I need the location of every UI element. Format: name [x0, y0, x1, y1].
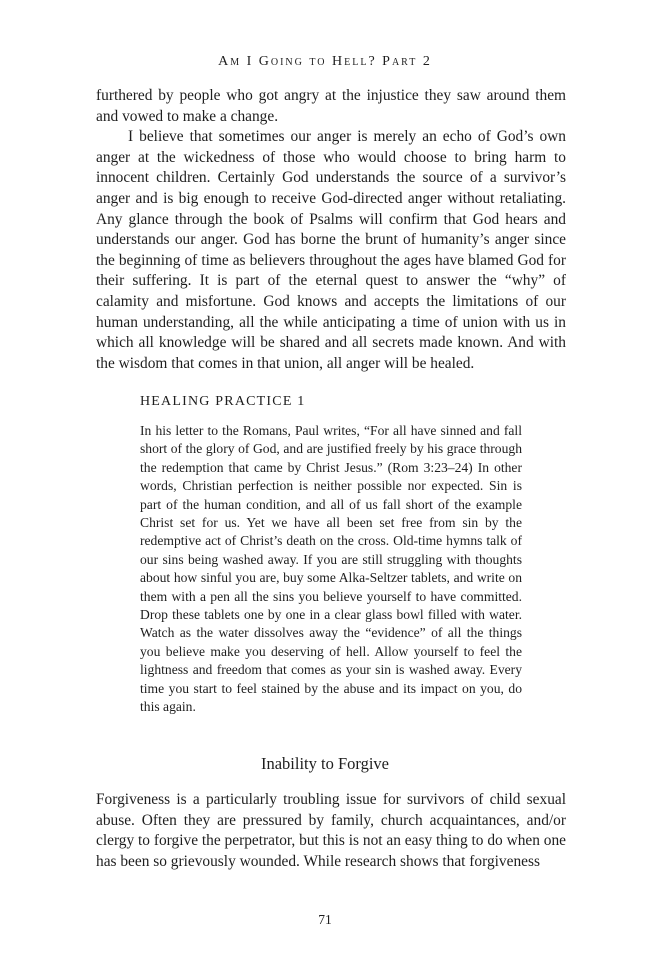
healing-practice-box [140, 394, 522, 717]
paragraph: furthered by people who got angry at the injustice they saw around them and vowed to make a change. [96, 87, 566, 125]
paragraph: I believe that sometimes our anger is merely an echo of God’s own anger at the wickedness of those who would choose to bring harm to innocent children. Certainly God understands the source of a survivor’s anger and is big enough to receive God-directed anger without retaliating. Any glance through the book of Psalms will confirm that God hears and understands our anger. God has borne the brunt of humanity’s anger since the beginning of time as believers throughout the ages have blamed God for their suffering. It is part of the eternal quest to answer the “why” of calamity and misfortune. God knows and accepts the limitations of our human understanding, all the while anticipating a time of union with us in which all knowledge will be shared and all secrets made known. And with the wisdom that comes in that union, all anger will be healed. [96, 128, 566, 372]
page-number: 71 [318, 912, 332, 927]
section-heading: Inability to Forgive [260, 754, 390, 773]
healing-practice-title: HEALING PRACTICE 1 [140, 394, 306, 409]
section-body [96, 790, 566, 872]
running-head: Am I Going to Hell? Part 2 [218, 54, 432, 69]
healing-practice-text: In his letter to the Romans, Paul writes, “For all have sinned and fall short of the glory of God, and are justified freely by his grace through the redemption that came by Christ Jesus.” (Rom 3:23–24) In other words, Christian perfection is neither possible nor expected. Sin is part of the human condition, and all of us fall short of the example Christ set for us. Yet we have all been set free from sin by the redemptive act of Christ’s death on the cross. Old-time hymns talk of our sins being washed away. If you are still struggling with thoughts about how sinful you are, buy some Alka-Seltzer tablets, and write on them with a pen all the sins you believe yourself to have committed. Drop these tablets one by one in a clear glass bowl filled with water. Watch as the water dissolves away the “evidence” of all the things you believe make you deserving of hell. Allow yourself to feel the lightness and freedom that comes as your sin is washed away. Every time you start to feel stained by the abuse and its impact on you, do this again. [140, 423, 522, 715]
body-text [96, 86, 566, 374]
paragraph: Forgiveness is a particularly troubling issue for survivors of child sexual abuse. Often they are pressured by family, church acquaintances, and/or clergy to forgive the perpetrator, but this is not an easy thing to do when one has been so grievously wounded. While research shows that forgiveness [96, 791, 566, 870]
